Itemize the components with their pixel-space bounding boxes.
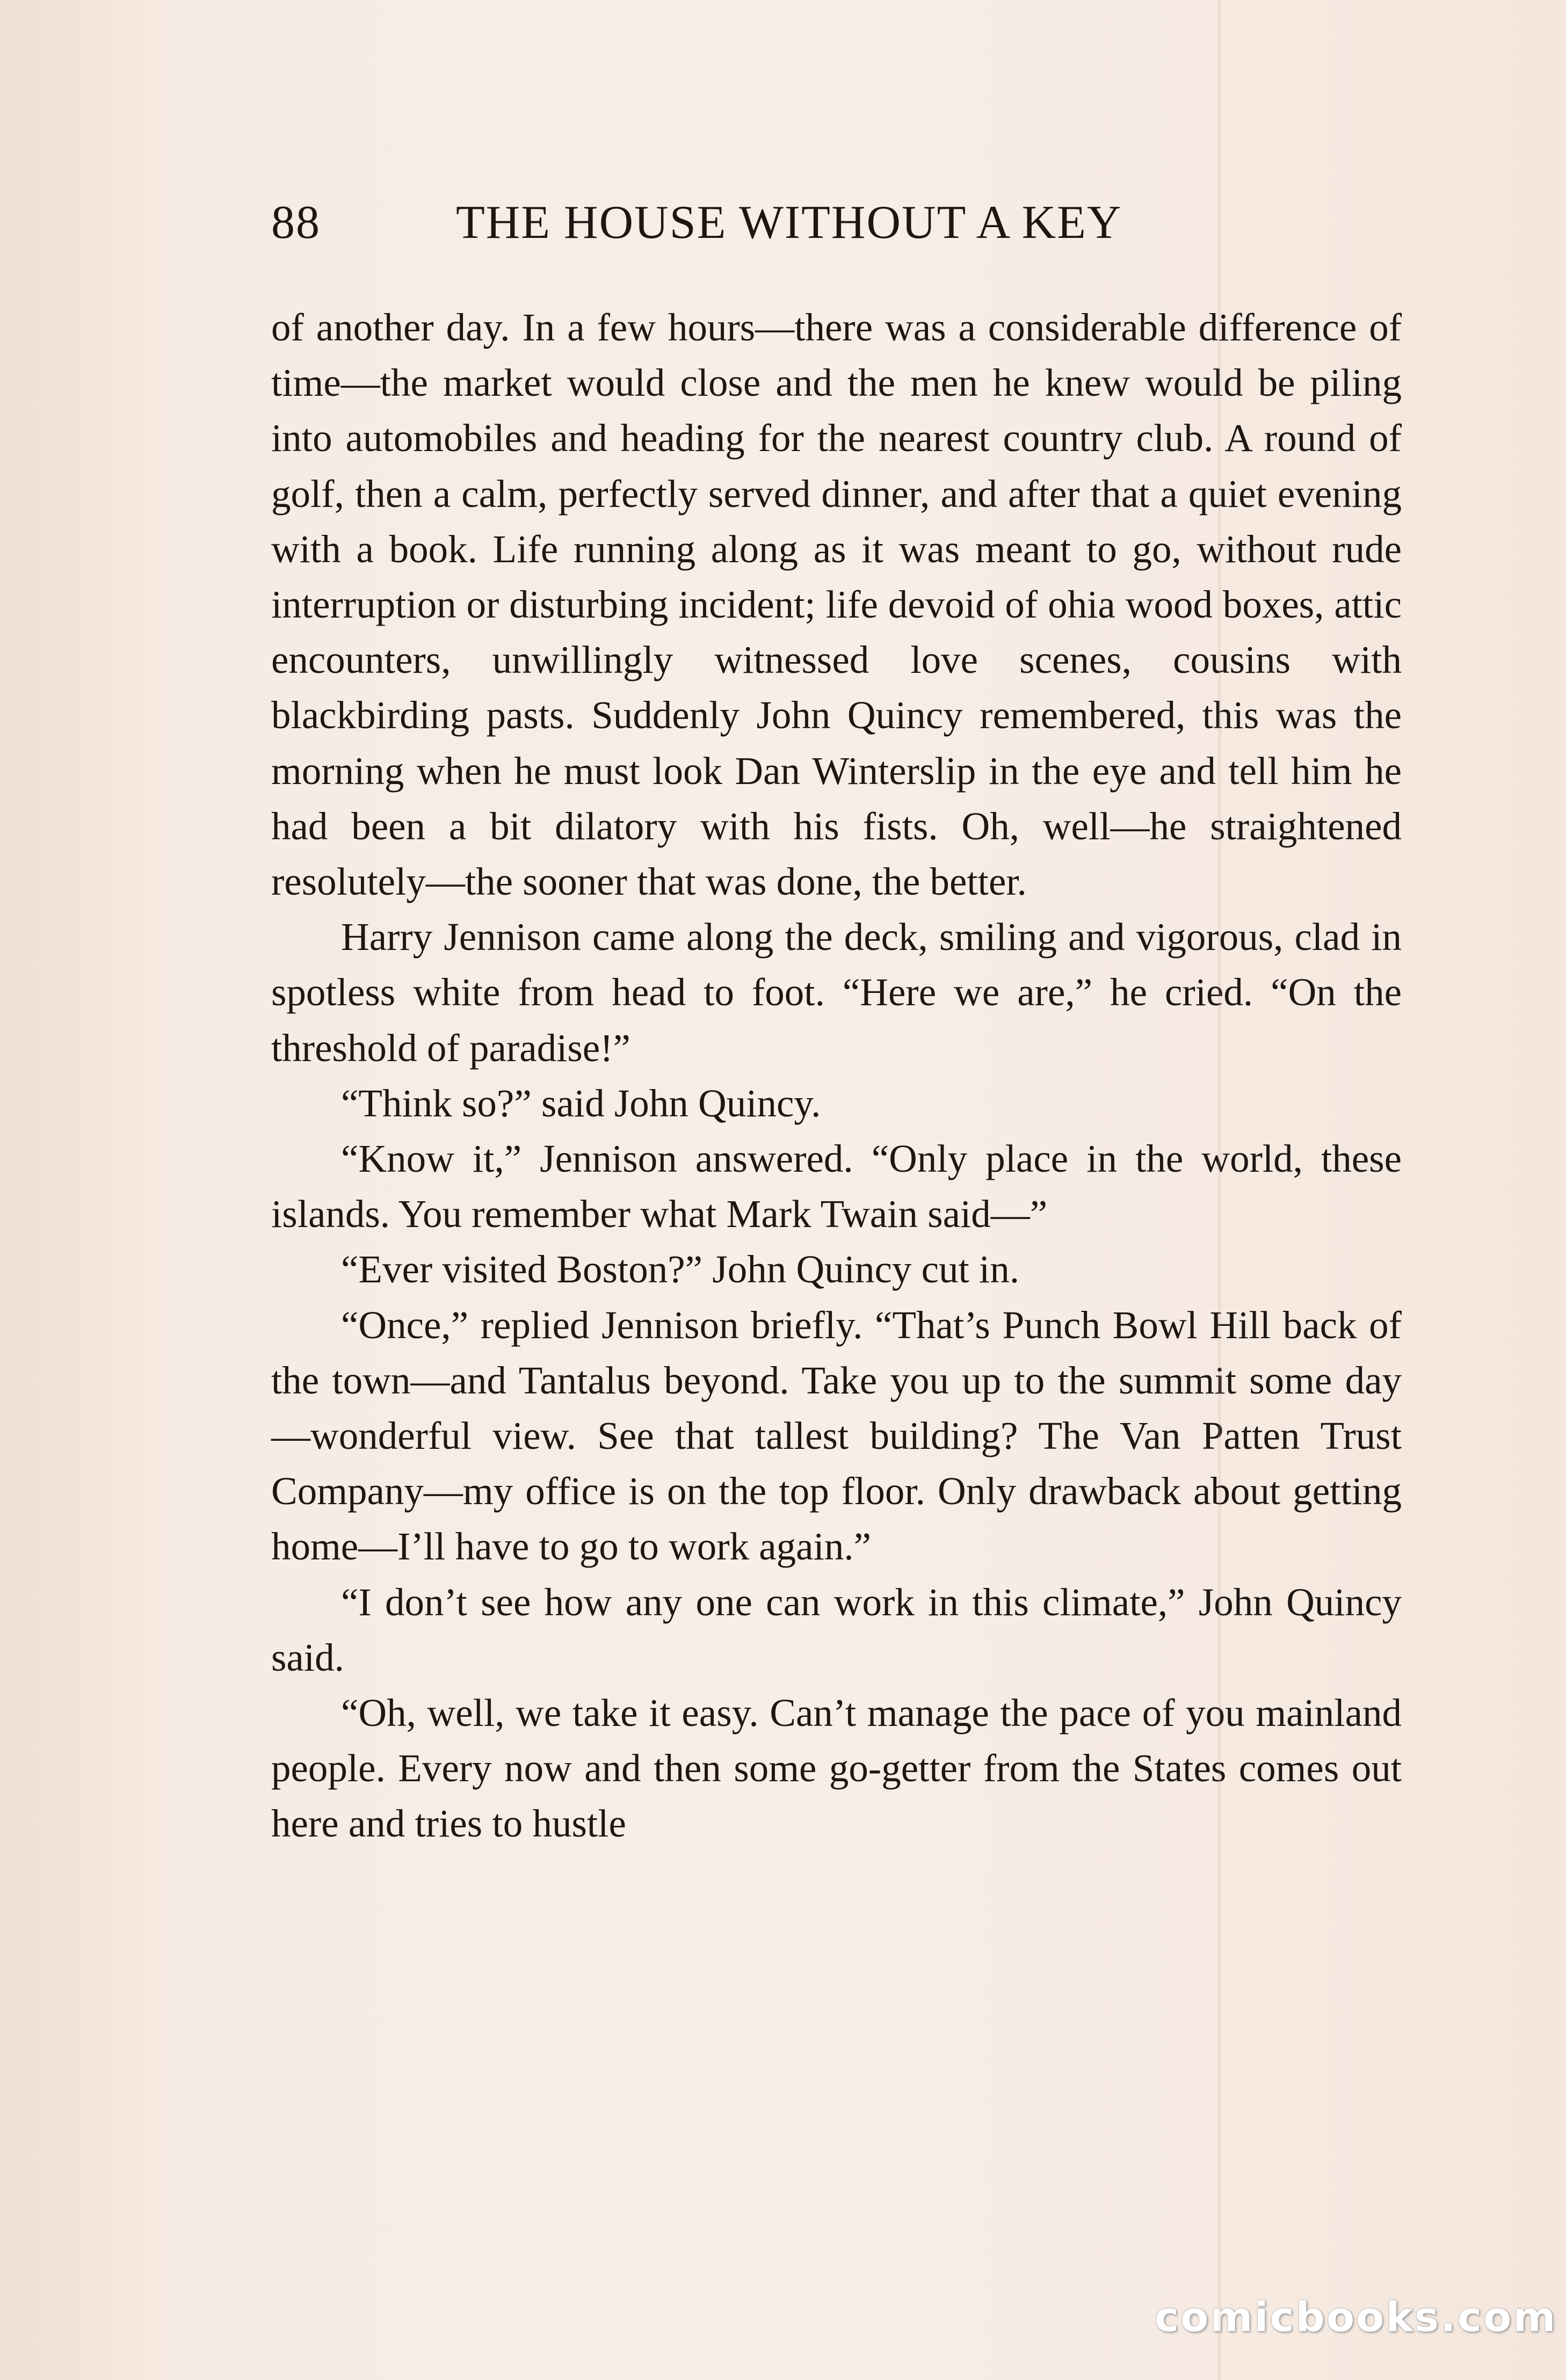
page-header — [271, 193, 1399, 252]
paragraph-3: “Think so?” said John Quincy. — [341, 1081, 821, 1125]
paragraph-6: “Once,” replied Jennison briefly. “That’s Punch Bowl Hill back of the town—and Tantalus beyond. Take you up to the summit some day—wonderful view. See that tallest building? The Van Patten Trust Company—my office is on the top floor. Only drawback about getting home—I’ll have to go to work again.” — [271, 1303, 1402, 1569]
paragraph-1: of another day. In a few hours—there was a considerable difference of time—the market would close and the men he knew would be piling into automobiles and heading for the nearest country club. A round of golf, then a calm, perfectly served dinner, and after that a quiet evening with a book. Life running along as it was meant to go, without rude interruption or disturbing incident; life devoid of ohia wood boxes, attic encounters, unwillingly witnessed love scenes, cousins with blackbirding pasts. Suddenly John Quincy remembered, this was the morning when he must look Dan Winterslip in the eye and tell him he had been a bit dilatory with his fists. Oh, well—he straightened resolutely—the sooner that was done, the better. — [271, 306, 1402, 904]
body-text — [271, 300, 1402, 1852]
watermark-logo: comicbooks.com — [1155, 2293, 1557, 2341]
paragraph-2: Harry Jennison came along the deck, smiling and vigorous, clad in spotless white from head to foot. “Here we are,” he cried. “On the threshold of paradise!” — [271, 915, 1402, 1070]
paragraph-5: “Ever visited Boston?” John Quincy cut in. — [341, 1247, 1020, 1291]
running-head: THE HOUSE WITHOUT A KEY — [456, 197, 1122, 249]
page-number: 88 — [271, 197, 321, 249]
paragraph-8: “Oh, well, we take it easy. Can’t manage the pace of you mainland people. Every now and then some go-getter from the States comes out here and tries to hustle — [271, 1691, 1402, 1846]
paragraph-7: “I don’t see how any one can work in this climate,” John Quincy said. — [271, 1580, 1402, 1679]
paragraph-4: “Know it,” Jennison answered. “Only place in the world, these islands. You remember what Mark Twain said—” — [271, 1137, 1402, 1236]
